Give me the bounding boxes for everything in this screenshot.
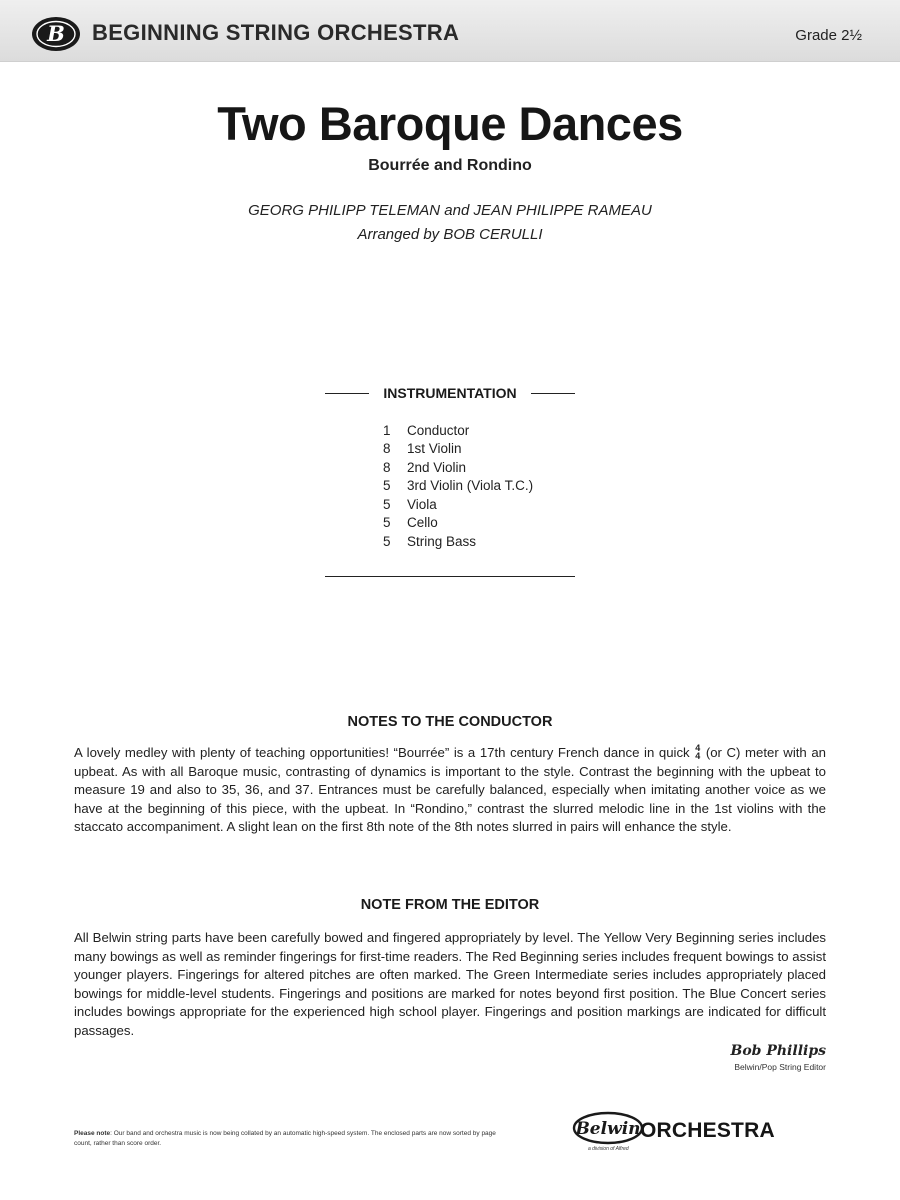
logo-letter: B bbox=[47, 21, 65, 46]
instrument-item bbox=[383, 514, 603, 533]
heading-rule-right bbox=[531, 393, 575, 394]
time-signature-top: 4 bbox=[695, 743, 701, 753]
conductor-notes-heading: NOTES TO THE CONDUCTOR bbox=[347, 714, 553, 730]
instrument-count: 5 bbox=[383, 515, 391, 531]
instrument-name: String Bass bbox=[407, 533, 477, 549]
grade-level: Grade 2½ bbox=[795, 27, 862, 44]
time-signature bbox=[695, 744, 700, 760]
belwin-publisher-logo-icon bbox=[572, 1110, 646, 1150]
conductor-notes-text bbox=[74, 744, 826, 837]
instrument-item bbox=[383, 421, 603, 440]
series-title: BEGINNING STRING ORCHESTRA bbox=[92, 20, 460, 45]
instrument-item bbox=[383, 532, 603, 551]
belwin-b-logo-icon bbox=[30, 14, 82, 54]
instrument-name: 3rd Violin (Viola T.C.) bbox=[407, 478, 534, 494]
editor-note-heading: NOTE FROM THE EDITOR bbox=[360, 897, 540, 913]
instrument-item bbox=[383, 440, 603, 459]
piece-subtitle: Bourrée and Rondino bbox=[368, 157, 532, 174]
instrument-item bbox=[383, 458, 603, 477]
instrument-item bbox=[383, 477, 603, 496]
instrumentation-bottom-rule bbox=[325, 576, 575, 577]
collation-note-text: : Our band and orchestra music is now being collated by an automatic high-speed system. The enclosed parts are now sorted by page count, rather than score order. bbox=[74, 1130, 496, 1147]
arranger: Arranged by BOB CERULLI bbox=[357, 226, 543, 243]
publisher-script-name: Belwin bbox=[575, 1119, 641, 1139]
instrument-name: Viola bbox=[407, 496, 437, 512]
instrument-name: 2nd Violin bbox=[407, 459, 467, 475]
conductor-notes-text-part1: A lovely medley with plenty of teaching opportunities! “Bourrée” is a 17th century French dance in quick bbox=[74, 745, 690, 760]
instrument-count: 5 bbox=[383, 533, 391, 549]
conductor-notes-text-part2: (or C) meter with an upbeat. As with all Baroque music, contrasting of dynamics is important to the style. Contrast the beginning with the upbeat to measure 19 and also to 35, 36, and 37. Entrances must be carefully balanced, especially when imitating another voice as we have at the beginning of this piece, with the upbeat. In “Rondino,” contrast the slurred melodic line in the 1st violins with the staccato accompaniment. A slight lean on the first 8th note of the 8th notes slurred in pairs will enhance the style. bbox=[74, 745, 826, 835]
piece-title: Two Baroque Dances bbox=[217, 97, 683, 150]
instrumentation-heading: INSTRUMENTATION bbox=[383, 385, 517, 401]
instrument-name: Conductor bbox=[407, 422, 470, 438]
editor-title: Belwin/Pop String Editor bbox=[734, 1062, 826, 1072]
heading-rule-left bbox=[325, 393, 369, 394]
instrumentation-heading-row bbox=[325, 383, 575, 403]
instrument-count: 5 bbox=[383, 478, 391, 494]
instrument-name: 1st Violin bbox=[407, 441, 462, 457]
time-signature-bottom: 4 bbox=[695, 751, 701, 761]
instrument-name: Cello bbox=[407, 515, 438, 531]
publisher-division: a division of Alfred bbox=[588, 1146, 629, 1152]
editor-note-text: All Belwin string parts have been carefully bowed and fingered appropriately by level. The Yellow Very Beginning series includes many bowings as well as reminder fingerings for first-time readers. The Red Beginning series includes frequent bowings to assist younger players. Fingerings for altered pitches are often marked. The Green Intermediate series includes appropriately placed bowings for middle-level students. Fingerings and positions are marked for notes beyond first position. The Blue Concert series includes bowings appropriate for the experienced high school player. Fingerings and position markings are indicated for difficult passages. bbox=[74, 930, 826, 1038]
instrument-count: 8 bbox=[383, 459, 391, 475]
collation-note bbox=[74, 1129, 504, 1149]
instrument-count: 8 bbox=[383, 441, 391, 457]
series-header-bar bbox=[0, 0, 900, 62]
collation-note-label: Please note bbox=[74, 1130, 111, 1137]
instrumentation-list bbox=[383, 421, 603, 551]
publisher-name: ORCHESTRA bbox=[640, 1119, 775, 1142]
editor-signature: Bob Phillips bbox=[730, 1043, 826, 1059]
instrument-count: 1 bbox=[383, 422, 391, 438]
composers: GEORG PHILIPP TELEMAN and JEAN PHILIPPE RAMEAU bbox=[248, 202, 652, 219]
instrument-item bbox=[383, 495, 603, 514]
instrument-count: 5 bbox=[383, 496, 391, 512]
